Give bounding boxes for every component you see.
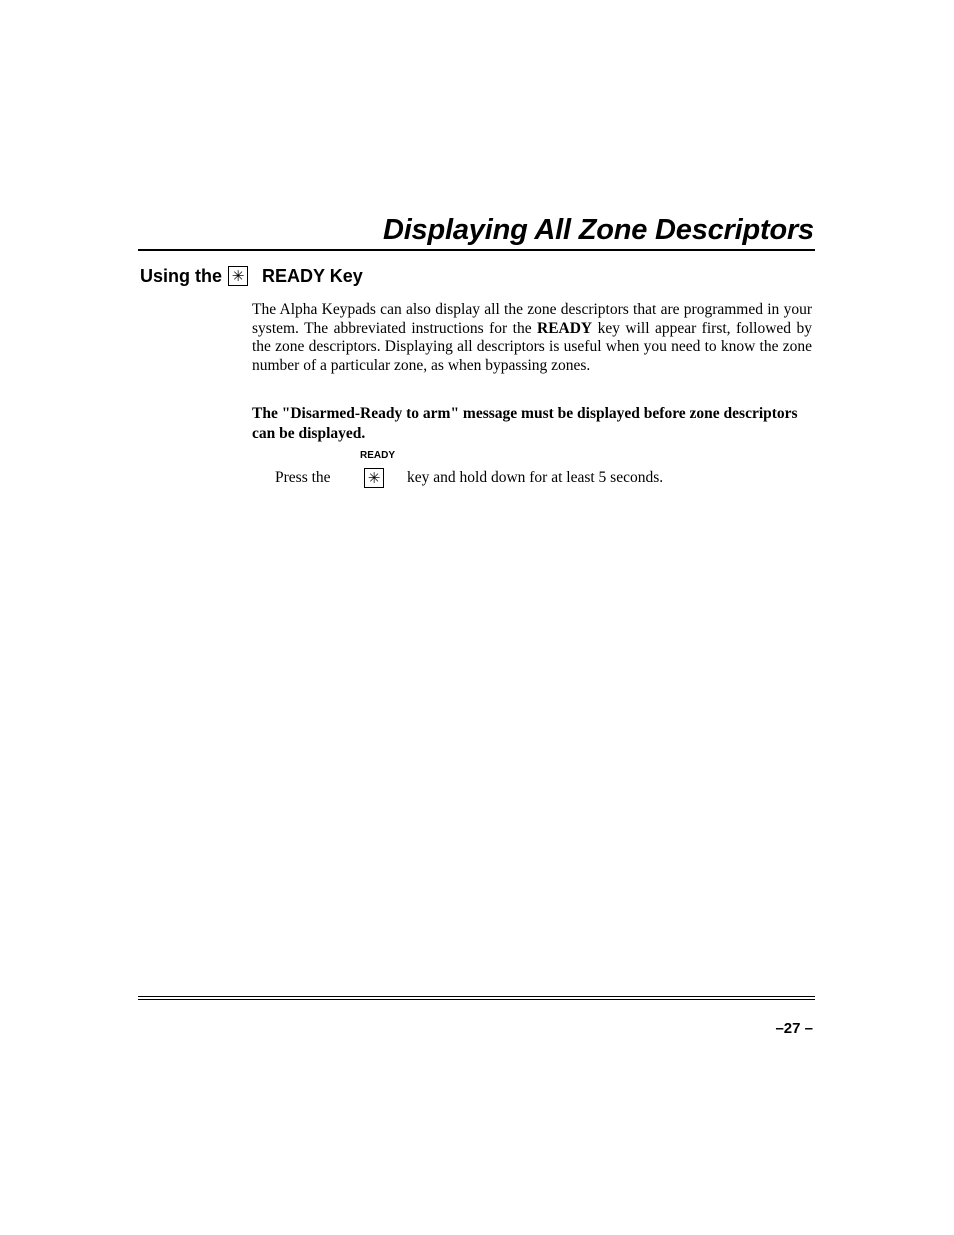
description-part-1: The Alpha Keypads can also display all the zone descriptors that are programmed in your system. The abbreviated instructions for the: [252, 301, 812, 337]
footer-rule-bottom: [138, 999, 815, 1000]
warning-note: The "Disarmed-Ready to arm" message must be displayed before zone descriptors can be displayed.: [252, 405, 798, 442]
press-instruction-suffix: key and hold down for at least 5 seconds.: [407, 469, 664, 486]
ready-star-key-icon: ✳: [364, 468, 384, 488]
footer-rule-top: [138, 996, 815, 997]
section-heading-prefix: Using the: [140, 265, 223, 286]
page-title: Displaying All Zone Descriptors: [382, 214, 814, 246]
description-paragraph: [252, 301, 812, 376]
press-instruction-prefix: Press the: [275, 469, 331, 486]
section-heading-suffix: READY Key: [262, 265, 363, 286]
description-part-2: key will appear first, followed by the zone descriptors. Displaying all descriptors is useful when you need to know the zone number of a particular zone, as when bypassing zones.: [252, 319, 812, 375]
ready-key-label: READY: [360, 450, 396, 461]
page-number: –27 –: [775, 1020, 813, 1037]
star-key-icon: ✳: [228, 266, 248, 286]
title-rule: [138, 249, 815, 251]
description-ready-bold: READY: [537, 319, 593, 337]
section-heading: [140, 264, 363, 288]
